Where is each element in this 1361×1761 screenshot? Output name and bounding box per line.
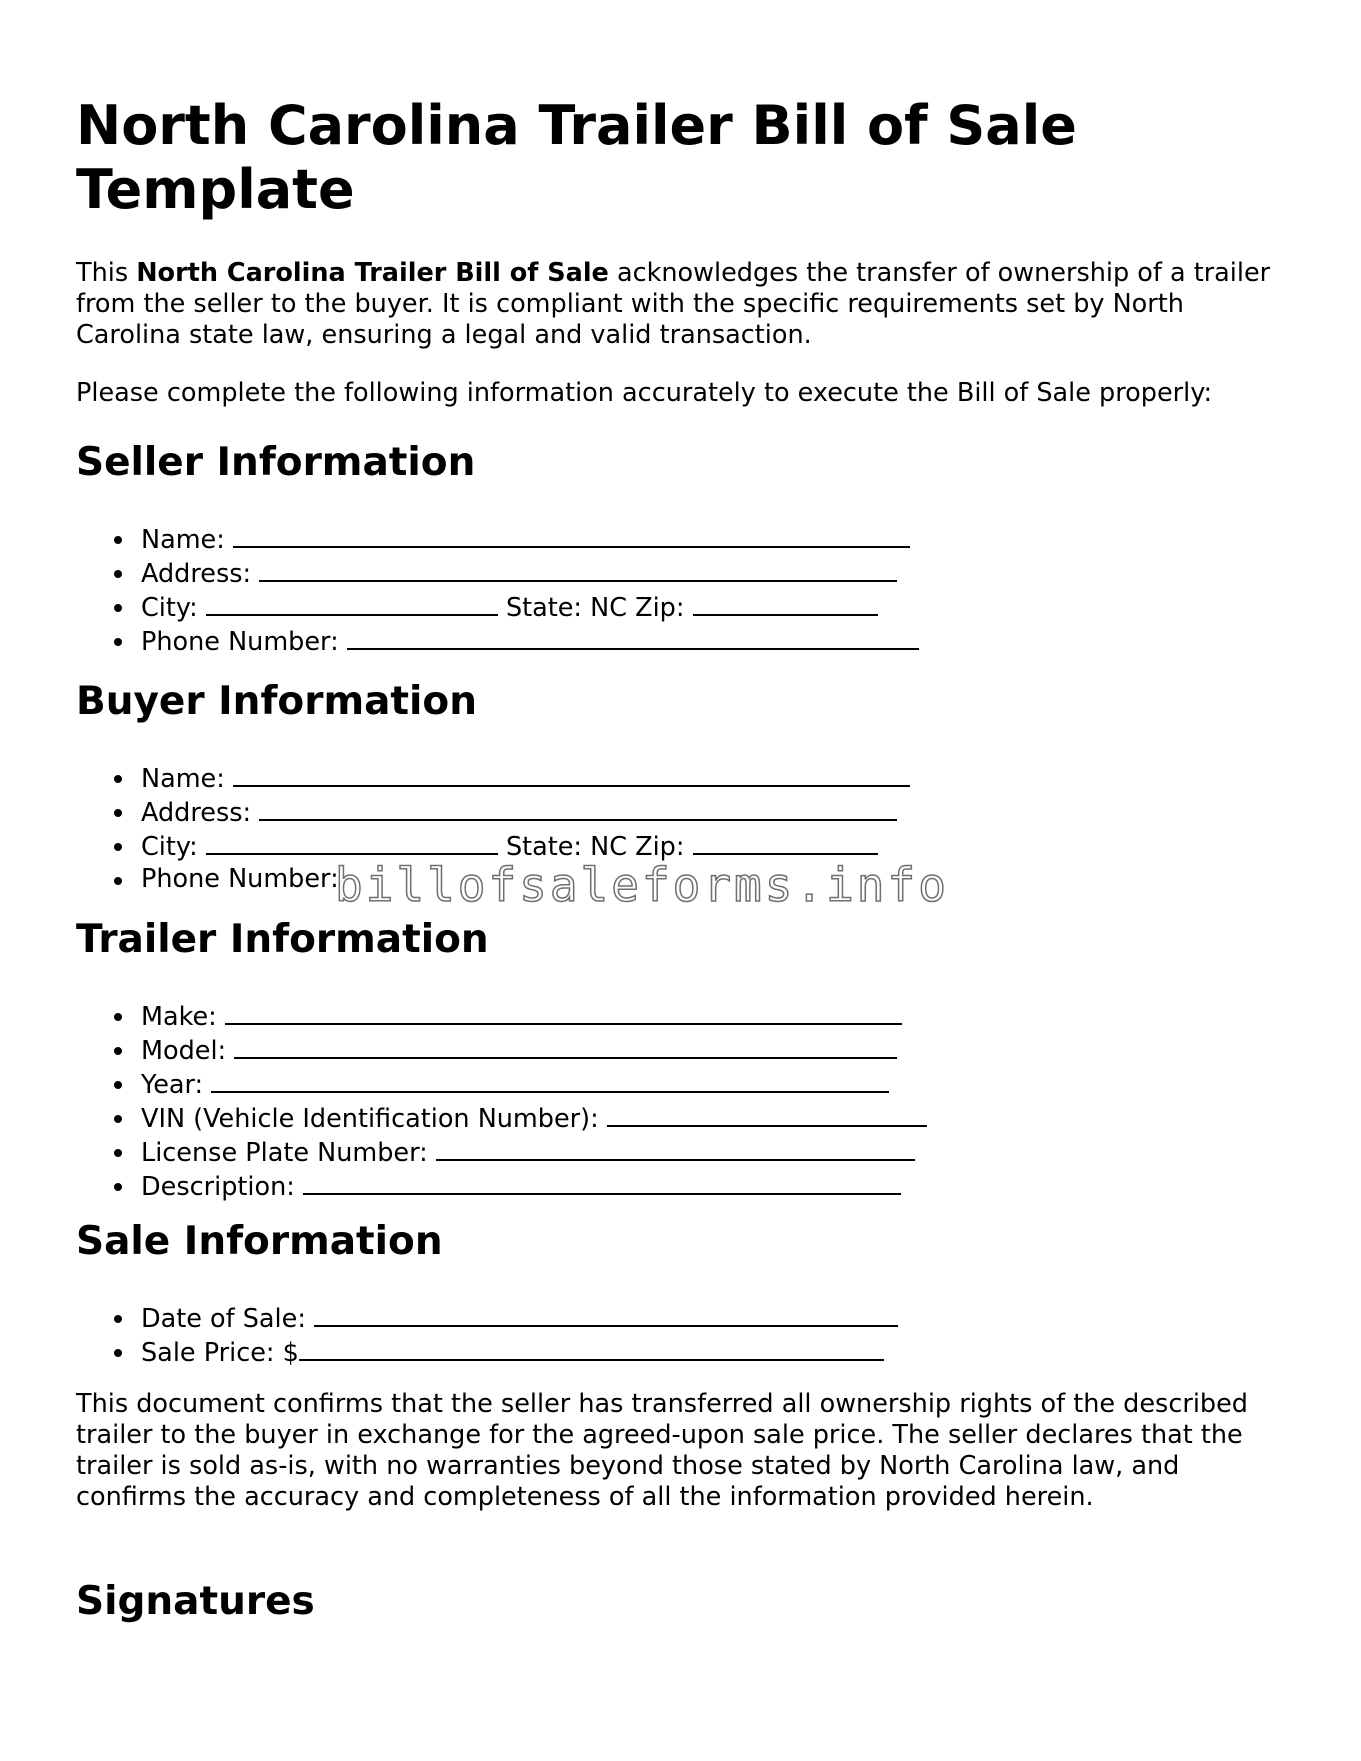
seller-city-item (76, 590, 919, 624)
sale-price-blank[interactable] (299, 1335, 884, 1361)
seller-address-item (76, 556, 919, 590)
buyer-state-label: State: NC (505, 832, 628, 862)
sale-heading: Sale Information (76, 1219, 443, 1264)
sale-date-item (76, 1301, 898, 1335)
seller-zip-label: Zip: (635, 593, 685, 623)
buyer-city-label: City: (141, 832, 198, 862)
sale-list (76, 1301, 898, 1369)
buyer-city-blank[interactable] (206, 829, 498, 855)
trailer-year-item (76, 1067, 927, 1101)
seller-state-label: State: NC (505, 593, 628, 623)
trailer-heading: Trailer Information (76, 917, 489, 962)
sale-date-label: Date of Sale: (141, 1304, 306, 1334)
intro-bold-title: North Carolina Trailer Bill of Sale (136, 258, 609, 288)
seller-name-label: Name: (141, 525, 225, 555)
sale-price-item (76, 1335, 898, 1369)
confirmation-paragraph: This document confirms that the seller has transferred all ownership rights of the described trailer to the buyer in exchange for the agreed-upon sale price. The seller declares that the trailer is sold as-is, with no warranties beyond those stated by North Carolina law, and confirms the accuracy and completeness of all the information provided herein. (76, 1389, 1248, 1512)
buyer-zip-blank[interactable] (693, 829, 878, 855)
trailer-plate-blank[interactable] (436, 1135, 915, 1161)
trailer-description-blank[interactable] (303, 1169, 901, 1195)
trailer-make-label: Make: (141, 1002, 217, 1032)
seller-phone-item (76, 624, 919, 658)
buyer-heading: Buyer Information (76, 679, 477, 724)
trailer-model-item (76, 1033, 927, 1067)
seller-city-label: City: (141, 593, 198, 623)
intro-suffix: acknowledges the transfer of ownership of a trailer from the seller to the buyer. It is compliant with the specific requirements set by North Carolina state law, ensuring a legal and valid transaction. (76, 258, 1271, 350)
trailer-description-item (76, 1169, 927, 1203)
signatures-heading: Signatures (76, 1579, 315, 1624)
seller-heading: Seller Information (76, 440, 476, 485)
intro-prefix: This (76, 258, 137, 288)
buyer-zip-label: Zip: (635, 832, 685, 862)
buyer-name-item (76, 761, 910, 795)
trailer-vin-label: VIN (Vehicle Identification Number): (141, 1104, 599, 1134)
page-title: North Carolina Trailer Bill of Sale Template (76, 94, 1077, 221)
seller-phone-blank[interactable] (347, 624, 919, 650)
trailer-make-blank[interactable] (225, 999, 902, 1025)
sale-price-label: Sale Price: $ (141, 1338, 299, 1368)
sale-date-blank[interactable] (314, 1301, 898, 1327)
trailer-vin-blank[interactable] (607, 1101, 927, 1127)
trailer-year-label: Year: (141, 1070, 204, 1100)
seller-name-blank[interactable] (233, 522, 910, 548)
seller-phone-label: Phone Number: (141, 627, 339, 657)
seller-zip-blank[interactable] (693, 590, 878, 616)
trailer-description-label: Description: (141, 1172, 295, 1202)
trailer-list (76, 999, 927, 1203)
buyer-address-label: Address: (141, 798, 252, 828)
seller-city-blank[interactable] (206, 590, 498, 616)
watermark-text: billofsaleforms.info (335, 858, 949, 912)
buyer-name-label: Name: (141, 764, 225, 794)
seller-address-label: Address: (141, 559, 252, 589)
buyer-phone-label: Phone Number: (141, 864, 339, 894)
buyer-address-blank[interactable] (259, 795, 897, 821)
buyer-name-blank[interactable] (233, 761, 910, 787)
trailer-model-label: Model: (141, 1036, 227, 1066)
trailer-make-item (76, 999, 927, 1033)
trailer-model-blank[interactable] (234, 1033, 897, 1059)
instruction-paragraph: Please complete the following information accurately to execute the Bill of Sale properly: (76, 378, 1213, 408)
trailer-plate-label: License Plate Number: (141, 1138, 428, 1168)
seller-address-blank[interactable] (259, 556, 897, 582)
trailer-vin-item (76, 1101, 927, 1135)
seller-list (76, 522, 919, 658)
trailer-plate-item (76, 1135, 927, 1169)
intro-paragraph (76, 258, 1291, 351)
trailer-year-blank[interactable] (211, 1067, 889, 1093)
seller-name-item (76, 522, 919, 556)
buyer-address-item (76, 795, 910, 829)
